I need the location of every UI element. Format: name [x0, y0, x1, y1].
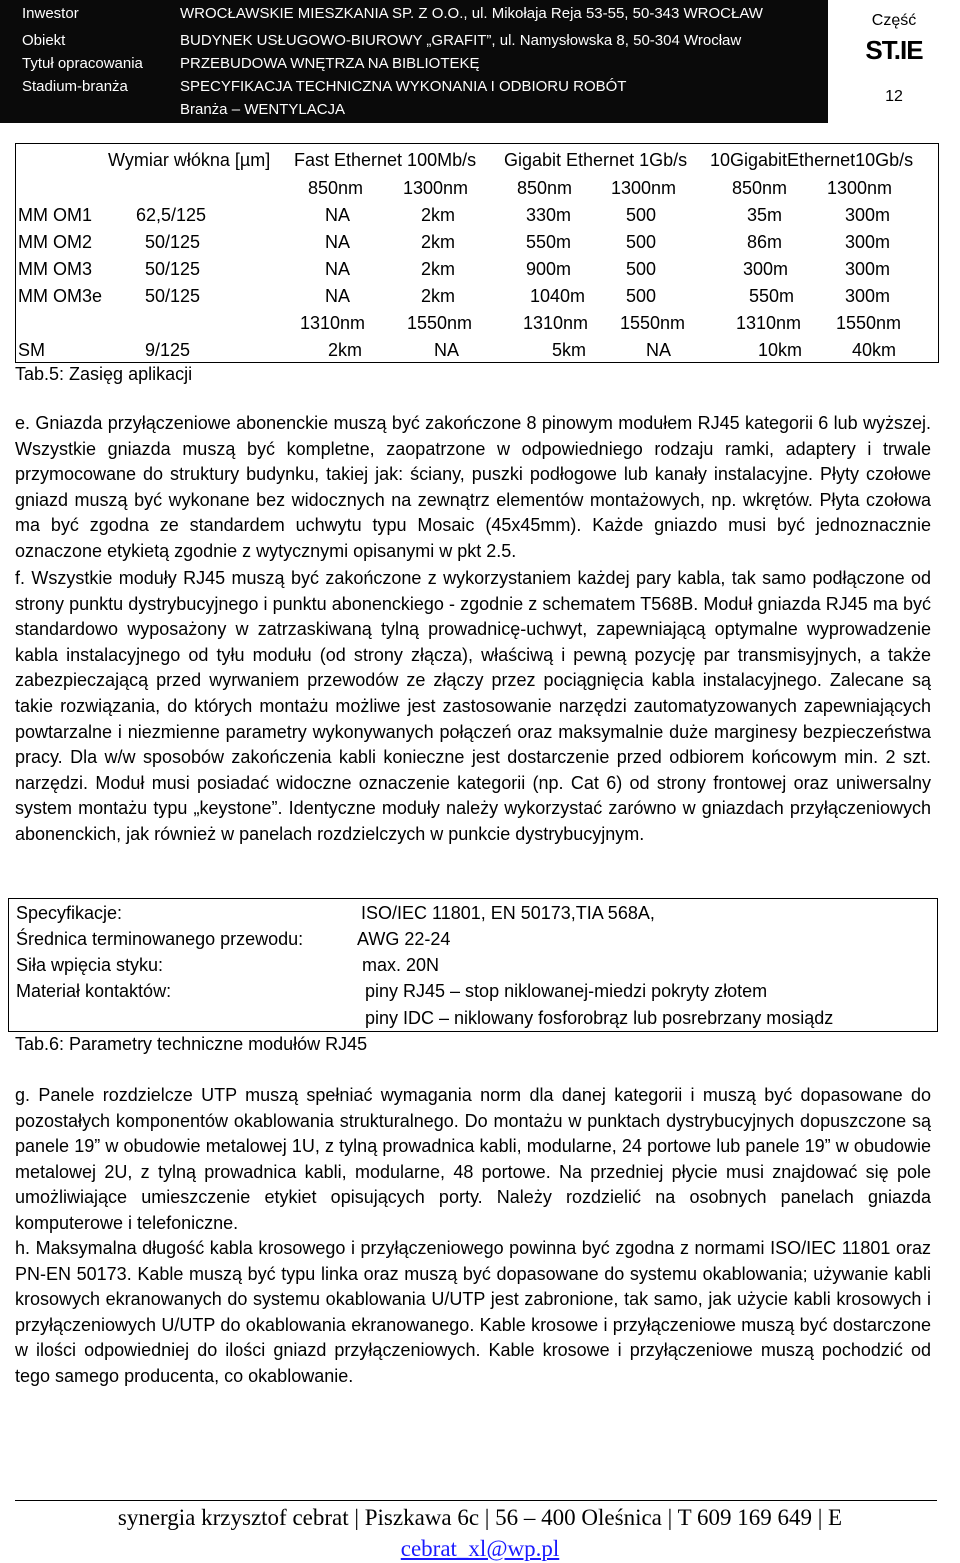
table-header-cell: 10GigabitEthernet10Gb/s [710, 150, 914, 170]
table-wavelength-row [16, 174, 938, 200]
header-value: SPECYFIKACJA TECHNICZNA WYKONANIA I ODBIORU ROBÓT [180, 78, 627, 95]
table-header-cell: Fast Ethernet 100Mb/s [294, 150, 477, 170]
table-cell: NA [325, 232, 351, 252]
page-number: 12 [885, 88, 903, 105]
table-cell: 1300nm [611, 178, 677, 198]
header-label: Inwestor [22, 5, 79, 22]
table-cell: 2km [421, 232, 456, 252]
table-cell: 850nm [732, 178, 788, 198]
table-cell: 2km [328, 340, 363, 360]
table-cell: 1550nm [836, 313, 902, 333]
param-value: piny IDC – niklowany fosforobrąz lub posrebrzany mosiądz [365, 1008, 834, 1028]
table-row [9, 952, 937, 978]
param-value: piny RJ45 – stop niklowanej-miedzi pokryty złotem [365, 981, 768, 1001]
table-cell: MM OM2 [18, 232, 92, 252]
header-value: PRZEBUDOWA WNĘTRZA NA BIBLIOTEKĘ [180, 55, 480, 72]
table-row [16, 336, 938, 362]
table-cell: MM OM1 [18, 205, 92, 225]
table-cell: 1550nm [407, 313, 473, 333]
table-cell: 500 [626, 259, 657, 279]
param-value: max. 20N [362, 955, 440, 975]
table-cell: 1300nm [403, 178, 469, 198]
header-row-inwestor [0, 4, 828, 26]
table-cell: 2km [421, 205, 456, 225]
header-branza: Branża – WENTYLACJA [180, 101, 346, 118]
table-cell: 86m [747, 232, 783, 252]
header-row-obiekt [0, 31, 828, 53]
header-value: WROCŁAWSKIE MIESZKANIA SP. Z O.O., ul. Mikołaja Reja 53-55, 50-343 WROCŁAW [180, 5, 763, 22]
table-row [16, 255, 938, 281]
table-row [9, 900, 937, 926]
header-info-block [0, 0, 828, 123]
table-cell: 500 [626, 205, 657, 225]
table-cell: 550m [749, 286, 795, 306]
table-row [9, 1005, 937, 1031]
table-cell: 50/125 [145, 259, 201, 279]
table-cell: 50/125 [145, 232, 201, 252]
table-cell: 330m [526, 205, 572, 225]
table-cell: 300m [743, 259, 789, 279]
paragraph-f: f. Wszystkie moduły RJ45 muszą być zakończone z wykorzystaniem każdej pary kabla, tak samo podłączone od strony punktu dystrybucyjnego i punktu abonenckiego - zgodnie z schematem T568B. Moduł gniazda RJ45 ma być standardowo wyposażony w zatrzaskiwaną tylną prowadnicę-uchwyt, zapewniającą optymalne wyprowadzenie kabla instalacyjnego od tyłu modułu (od strony złącza), właściwą i pewną pozycję par transmisyjnych, a także zabezpieczającą przed wyrwaniem przewodów ze złączy przez pociągnięcia kabla instalacyjnego. Zalecane są takie rozwiązania, do których montażu możliwe jest zastosowanie narzędzi zautomatyzowanych zapewniających powtarzalne i niezmienne parametry wykonywanych połączeń oraz maksymalnie duże marginesy bezpieczeństwa pracy. Dla w/w sposobów zakończenia kabli konieczne jest dostarczenie przed odbiorem końcowym min. 2 szt. narzędzi. Moduł musi posiadać widoczne oznaczenie kategorii (np. Cat 6) od strony frontowej oraz uniwersalny system montażu typu „keystone”. Identyczne moduły należy wykorzystać zarówno w gniazdach przyłączeniowych abonenckich, jak również w panelach rozdzielczych w punkcie dystrybucyjnym. [15, 568, 931, 844]
header-label: Tytuł opracowania [22, 55, 143, 72]
table-cell: 2km [421, 259, 456, 279]
table-cell: 62,5/125 [136, 205, 207, 225]
paragraph-e: e. Gniazda przyłączeniowe abonenckie muszą być zakończone 8 pinowym modułem RJ45 kategorii 6 lub wyższej. Wszystkie gniazda muszą być kompletne, zaopatrzone w odpowiedniego rodzaju ramki, adaptery i trwale przymocowane do struktury budynku, takiej jak: ściany, puszki podłogowe lub kanały instalacyjne. Płyty czołowe gniazd muszą być wykonane bez widocznych na zewnątrz elementów montażowych, np. wkrętów. Płyta czołowa ma być zgodna ze standardem uchwytu typu Mosaic (45x45mm). Każde gniazdo musi być jednoznacznie oznaczone etykietą zgodnie z wytycznymi opisanymi w pkt 2.5. [15, 413, 931, 561]
footer-divider [15, 1500, 937, 1501]
table-cell: 1310nm [736, 313, 802, 333]
header-label: Obiekt [22, 32, 66, 49]
header-value: BUDYNEK USŁUGOWO-BIUROWY „GRAFIT”, ul. Namysłowska 8, 50-304 Wrocław [180, 32, 742, 49]
footer-contact: synergia krzysztof cebrat | Piszkawa 6c | 56 – 400 Oleśnica | T 609 169 649 | E [117, 1505, 843, 1530]
param-value: AWG 22-24 [357, 929, 451, 949]
paragraph-g: g. Panele rozdzielcze UTP muszą spełniać wymagania norm dla danej kategorii i muszą być dopasowane do pozostałych komponentów okablowania strukturalnego. Do montażu w punktach dystrybucyjnych dopuszczone są panele 19” w obudowie metalowej 1U, z tylną prowadnica kabli, modularne, 24 portowe lub panele 19” w obudowie metalowej 2U, z tylną prowadnica kabli, modularne, 48 portowe. Na przedniej płycie musi znajdować się pole umożliwiające umieszczenie etykiet opisujących porty. Należy rozdzielić na osobnych panelach gniazda komputerowe i telefoniczne. [15, 1085, 931, 1233]
table-cell: 300m [845, 286, 891, 306]
table-cell: 5km [552, 340, 587, 360]
document-header [0, 0, 960, 123]
table-cell: NA [325, 205, 351, 225]
table-cell: 300m [845, 205, 891, 225]
table-cell: 300m [845, 259, 891, 279]
table-cell: 1040m [530, 286, 586, 306]
fiber-range-table [15, 143, 939, 363]
header-row-tytul [0, 54, 828, 76]
table-cell: 850nm [308, 178, 364, 198]
param-name: Średnica terminowanego przewodu: [16, 929, 304, 949]
table-caption: Tab.6: Parametry techniczne modułów RJ45 [15, 1034, 368, 1054]
table-cell: SM [18, 340, 45, 360]
table-cell: 1550nm [620, 313, 686, 333]
table-cell: 50/125 [145, 286, 201, 306]
table-cell: 500 [626, 232, 657, 252]
table-wavelength-row [16, 309, 938, 335]
param-value: ISO/IEC 11801, EN 50173,TIA 568A, [361, 903, 655, 923]
table-cell: NA [325, 286, 351, 306]
header-part-block [828, 0, 960, 123]
rj45-parameters-table [8, 898, 938, 1032]
table-cell: MM OM3 [18, 259, 92, 279]
footer-email-link[interactable]: cebrat_xl@wp.pl [400, 1536, 560, 1561]
table-cell: NA [325, 259, 351, 279]
table-cell: 500 [626, 286, 657, 306]
param-name: Specyfikacje: [16, 903, 123, 923]
header-label: Stadium-branża [22, 78, 128, 95]
table-cell: 300m [845, 232, 891, 252]
table-cell: NA [646, 340, 672, 360]
part-code: ST.IE [865, 35, 923, 65]
table-row [16, 282, 938, 308]
table-caption: Tab.5: Zasięg aplikacji [15, 364, 193, 384]
table-header-cell: Gigabit Ethernet 1Gb/s [504, 150, 688, 170]
table-cell: 9/125 [145, 340, 191, 360]
table-row [9, 926, 937, 952]
param-name: Materiał kontaktów: [16, 981, 172, 1001]
param-name: Siła wpięcia styku: [16, 955, 164, 975]
table-cell: 850nm [517, 178, 573, 198]
header-row-stadium [0, 77, 828, 99]
table-cell: 1300nm [827, 178, 893, 198]
table-cell: 2km [421, 286, 456, 306]
table-cell: 550m [526, 232, 572, 252]
part-label: Część [871, 12, 917, 29]
table-cell: 35m [747, 205, 783, 225]
table-row [16, 201, 938, 227]
table-cell: 900m [526, 259, 572, 279]
table-row [16, 228, 938, 254]
table-row [9, 978, 937, 1004]
table-cell: MM OM3e [18, 286, 103, 306]
table-cell: 1310nm [300, 313, 366, 333]
table-cell: 40km [852, 340, 897, 360]
paragraph-h: h. Maksymalna długość kabla krosowego i przyłączeniowego powinna być zgodna z normami ISO/IEC 11801 oraz PN-EN 50173. Kable muszą być typu linka oraz muszą być dopasowane do systemu okablowania; używanie kabli krosowych ekranowanych do systemu okablowania U/UTP jest zabronione, tak samo, jak użycie kabli krosowych i przyłączeniowych U/UTP do okablowania ekranowanego. Kable krosowe i przyłączeniowe muszą być dostarczone w ilości odpowiedniej do ilości gniazd przyłączeniowych. Kable krosowe i przyłączeniowe muszą pochodzić od tego samego producenta, co okablowanie. [15, 1238, 931, 1386]
table-cell: 10km [758, 340, 803, 360]
table-header-row [16, 146, 938, 172]
table-header-cell: Wymiar włókna [µm] [108, 150, 271, 170]
table-cell: 1310nm [523, 313, 589, 333]
table-cell: NA [434, 340, 460, 360]
